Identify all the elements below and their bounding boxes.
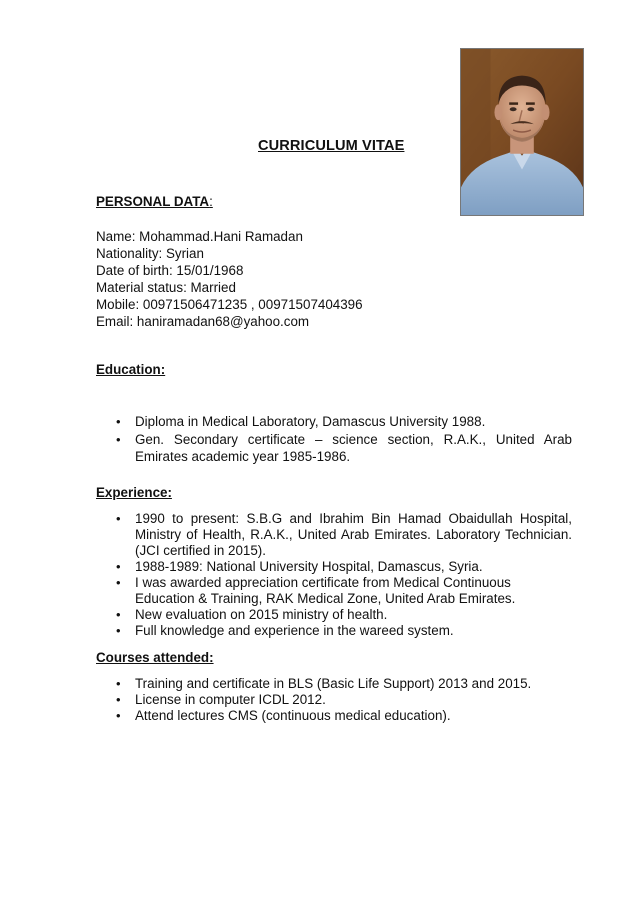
- experience-item: [96, 575, 572, 607]
- education-item: [96, 431, 572, 465]
- experience-item: [96, 623, 572, 639]
- courses-heading: Courses attended:: [96, 650, 214, 665]
- experience-item: [96, 559, 572, 575]
- experience-item: [96, 511, 572, 559]
- personal-data-heading-colon: :: [209, 194, 213, 209]
- personal-mobile: Mobile: 00971506471235 , 00971507404396: [96, 297, 363, 312]
- education-heading: Education:: [96, 362, 166, 377]
- personal-name: Name: Mohammad.Hani Ramadan: [96, 229, 303, 244]
- courses-item: [96, 676, 572, 692]
- personal-email: Email: haniramadan68@yahoo.com: [96, 314, 310, 329]
- experience-list: [96, 511, 572, 639]
- experience-item-text: 1988-1989: National University Hospital, Damascus, Syria.: [135, 559, 483, 574]
- courses-item: [96, 708, 572, 724]
- experience-heading: Experience:: [96, 485, 172, 500]
- education-item: [96, 414, 572, 430]
- courses-item-text: License in computer ICDL 2012.: [135, 692, 326, 707]
- experience-item-text: New evaluation on 2015 ministry of health.: [135, 607, 388, 622]
- experience-item-text: Full knowledge and experience in the wareed system.: [135, 623, 454, 638]
- courses-item-text: Attend lectures CMS (continuous medical education).: [135, 708, 451, 723]
- courses-item-text: Training and certificate in BLS (Basic Life Support) 2013 and 2015.: [135, 676, 532, 691]
- personal-nationality: Nationality: Syrian: [96, 246, 204, 261]
- experience-item-text: 1990 to present: S.B.G and Ibrahim Bin Hamad Obaidullah Hospital, Ministry of Health, R.A.K., United Arab Emirates. Laboratory Technician. (JCI certified in 2015).: [135, 511, 572, 558]
- personal-birth-date: Date of birth: 15/01/1968: [96, 263, 244, 278]
- experience-item: [96, 607, 572, 623]
- page-title: CURRICULUM VITAE: [258, 138, 405, 154]
- personal-marital-status: Material status: Married: [96, 280, 236, 295]
- portrait-photo-icon: [461, 49, 583, 215]
- experience-item-text: I was awarded appreciation certificate from Medical Continuous Education & Training, RAK Medical Zone, United Arab Emirates.: [135, 575, 516, 606]
- courses-item: [96, 692, 572, 708]
- education-item-text: Diploma in Medical Laboratory, Damascus University 1988.: [135, 414, 486, 429]
- personal-data-heading-text: PERSONAL DATA: [96, 194, 210, 209]
- education-item-text: Gen. Secondary certificate – science section, R.A.K., United Arab Emirates academic year 1985-1986.: [135, 432, 572, 464]
- courses-list: [96, 676, 572, 724]
- education-list: [96, 414, 572, 465]
- profile-photo: [460, 48, 584, 216]
- personal-data-heading: [96, 194, 213, 209]
